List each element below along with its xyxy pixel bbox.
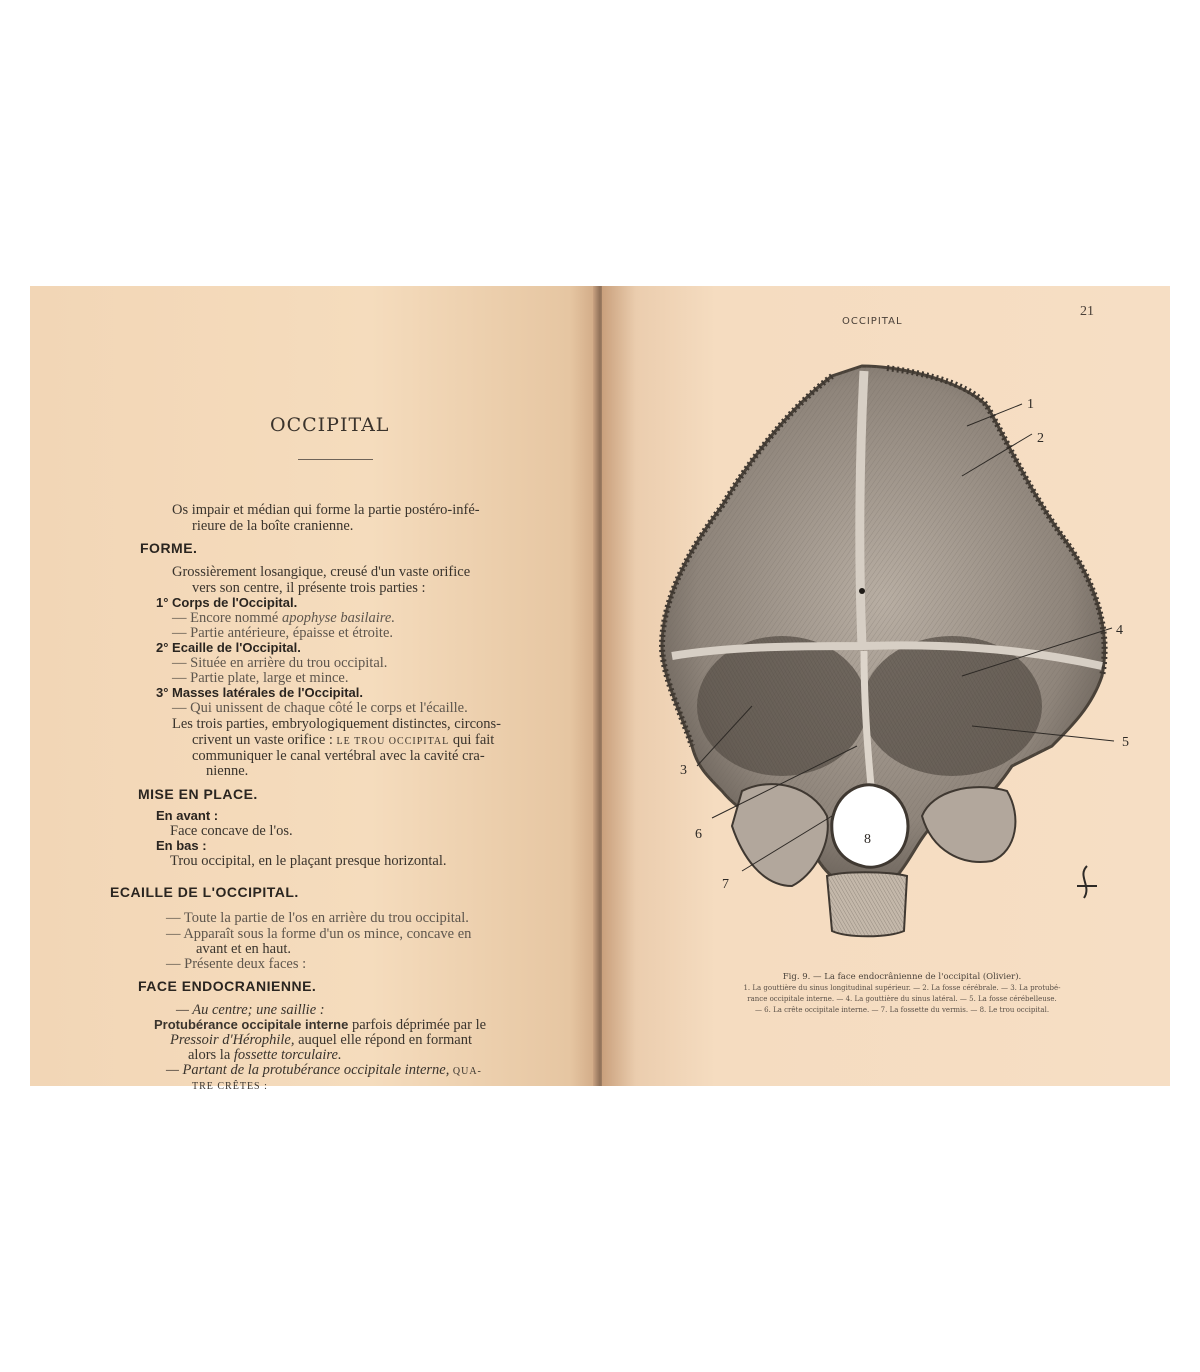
figure-label-4: 4: [1116, 623, 1123, 638]
engraver-monogram: [1077, 866, 1097, 898]
part-1-heading: 1° Corps de l'Occipital.: [156, 595, 298, 610]
figure-label-2: 2: [1037, 431, 1044, 446]
intro-line-2: rieure de la boîte cranienne.: [192, 518, 354, 534]
face-line-5-italic: — Partant de la protubérance occipitale interne,: [166, 1062, 450, 1078]
part-2-heading: 2° Ecaille de l'Occipital.: [156, 640, 301, 655]
part-2-line-a: — Située en arrière du trou occipital.: [172, 655, 388, 671]
figure-caption: [672, 972, 1132, 1016]
face-line-4: [188, 1047, 342, 1063]
right-lateral-mass: [922, 787, 1015, 862]
face-line-2-text: parfois déprimée par le: [348, 1017, 487, 1033]
title-rule: [298, 459, 373, 460]
page-title: OCCIPITAL: [270, 414, 390, 436]
right-page: [602, 286, 1170, 1086]
running-head: OCCIPITAL: [842, 316, 903, 327]
trois-line-4: nienne.: [206, 763, 249, 779]
trois-line-2-text: crivent un vaste orifice :: [192, 732, 337, 748]
part-3-heading: 3° Masses latérales de l'Occipital.: [156, 685, 364, 700]
caption-title: Fig. 9. — La face endocrânienne de l'occipital (Olivier).: [782, 972, 1022, 982]
en-avant-text: Face concave de l'os.: [170, 823, 293, 839]
trois-line-3: communiquer le canal vertébral avec la cavité cra-: [192, 748, 485, 764]
face-line-1-italic: — Au centre; une saillie :: [176, 1002, 325, 1018]
face-endocranienne-heading: FACE ENDOCRANIENNE.: [138, 978, 317, 994]
occipital-bone-illustration: [632, 346, 1152, 966]
pressoir-italic: Pressoir d'Hérophile,: [170, 1032, 295, 1048]
forme-heading: FORME.: [140, 540, 198, 556]
intro-line-1: Os impair et médian qui forme la partie postéro-infé-: [172, 502, 480, 518]
en-bas-text: Trou occipital, en le plaçant presque horizontal.: [170, 853, 447, 869]
ecaille-line-4: — Présente deux faces :: [166, 956, 307, 972]
face-line-6: TRE CRÊTES :: [192, 1081, 268, 1092]
trois-line-1: Les trois parties, embryologiquement distinctes, circons-: [172, 716, 501, 732]
face-line-5: [166, 1062, 482, 1080]
forme-line-1: Grossièrement losangique, creusé d'un vaste orifice: [172, 564, 471, 580]
en-bas-heading: En bas :: [156, 838, 207, 853]
part-3-line-a: — Qui unissent de chaque côté le corps et l'écaille.: [172, 700, 468, 716]
ecaille-line-2: — Apparaît sous la forme d'un os mince, concave en: [166, 926, 472, 942]
face-line-2: [154, 1017, 486, 1033]
ecaille-heading: ECAILLE DE L'OCCIPITAL.: [110, 884, 299, 900]
figure-label-6: 6: [695, 827, 702, 842]
left-page: [30, 286, 598, 1092]
foramen-magnum: [832, 785, 908, 867]
face-line-3: [170, 1032, 472, 1048]
left-fossa-hatch: [697, 636, 867, 776]
protuberance-dot: [859, 588, 865, 594]
ecaille-line-3: avant et en haut.: [196, 941, 292, 957]
en-avant-heading: En avant :: [156, 808, 219, 823]
right-fossa-hatch: [862, 636, 1042, 776]
figure-label-8: 8: [864, 832, 871, 847]
basilar-hatch: [827, 872, 907, 936]
part-1-line-b: — Partie antérieure, épaisse et étroite.: [172, 625, 394, 641]
fossette-italic: fossette torculaire.: [233, 1047, 342, 1063]
ecaille-line-1: — Toute la partie de l'os en arrière du trou occipital.: [166, 910, 469, 926]
face-line-5-smallcaps: QUA-: [449, 1066, 482, 1077]
trois-line-2-end: qui fait: [449, 732, 495, 748]
face-line-1: [176, 1002, 325, 1018]
page-number: 21: [1080, 304, 1094, 319]
left-lateral-mass: [732, 784, 828, 886]
caption-line-1: 1. La gouttière du sinus longitudinal supérieur. — 2. La fosse cérébrale. — 3. La protubé-: [743, 984, 1061, 992]
sagittal-groove: [860, 371, 864, 646]
forme-line-2: vers son centre, il présente trois parties :: [192, 580, 426, 596]
part-1-line-a: [172, 610, 395, 626]
protuberance-bold: Protubérance occipitale interne: [154, 1017, 349, 1032]
caption-line-2: rance occipitale interne. — 4. La gouttière du sinus latéral. — 5. La fosse cérébelleuse.: [747, 995, 1057, 1003]
book-spread: [30, 286, 1170, 1092]
part-1-line-a-italic: apophyse basilaire.: [281, 610, 395, 626]
figure-label-7: 7: [722, 877, 729, 892]
face-line-3-text: auquel elle répond en formant: [294, 1032, 473, 1048]
mise-en-place-heading: MISE EN PLACE.: [138, 786, 258, 802]
face-line-4-text: alors la: [188, 1047, 234, 1063]
figure-label-1: 1: [1027, 397, 1034, 412]
trou-occipital-smallcaps: LE TROU OCCIPITAL: [336, 736, 450, 747]
caption-line-3: — 6. La crête occipitale interne. — 7. La fossette du vermis. — 8. Le trou occipital.: [754, 1006, 1050, 1014]
figure-label-5: 5: [1122, 735, 1129, 750]
part-1-line-a-text: — Encore nommé: [172, 610, 282, 626]
figure-label-3: 3: [680, 763, 687, 778]
part-2-line-b: — Partie plate, large et mince.: [172, 670, 349, 686]
